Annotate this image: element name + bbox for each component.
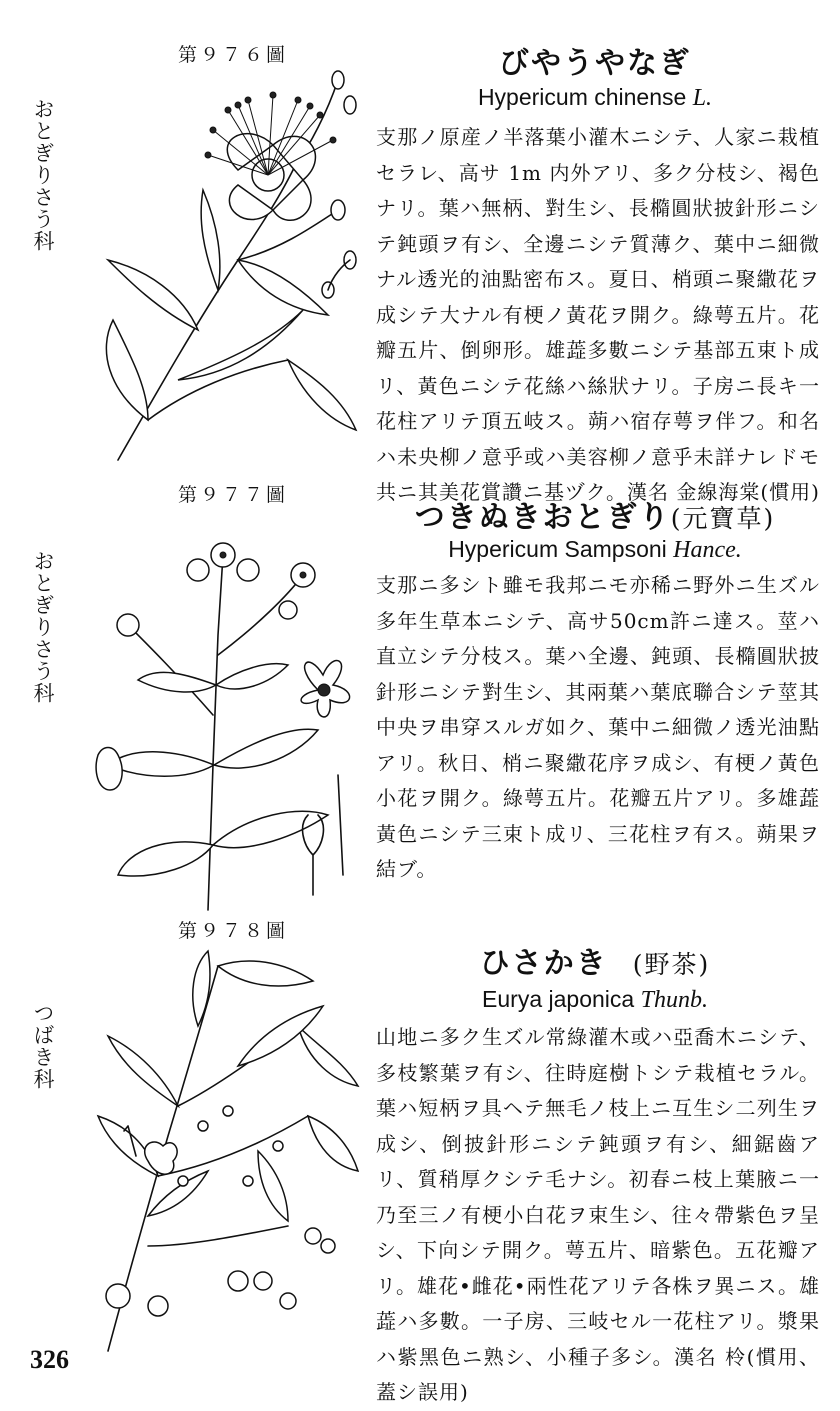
description: 支那ニ多シト雖モ我邦ニモ亦稀ニ野外ニ生ズル多年生草本ニシテ、高サ50cm許ニ達ス。莖ハ直立シテ分枝ス。葉ハ全邊、鈍頭、長橢圓狀披針形ニシテ對生シ、其兩葉ハ葉底聯合シテ莖其中央ヲ串穿スルガ如ク、葉中ニ細微ノ透光油點アリ。秋日、梢ニ聚繖花序ヲ成シ、有梗ノ黃色小花ヲ開ク。綠萼五片。花瓣五片アリ。多雄蕋黃色ニシテ三束ト成リ、三花柱ヲ有ス。蒴果ヲ結ブ。 <box>376 573 820 881</box>
description: 支那ノ原産ノ半落葉小灌木ニシテ、人家ニ栽植セラレ、高サ 1m 内外アリ、多ク分枝シ、褐色ナリ。葉ハ無柄、對生シ、長橢圓狀披針形ニシテ鈍頭ヲ有シ、全邊ニシテ質薄ク、葉中ニ細微ナル透光的油點密布ス。夏日、梢頭ニ聚繖花ヲ成シテ大ナル有梗ノ黃花ヲ開ク。綠萼五片。花瓣五片、倒卵形。雄蕋多數ニシテ基部五束ト成リ、黃色ニシテ花絲ハ絲狀ナリ。子房ニ長キ一花柱アリテ頂五岐ス。蒴ハ宿存萼ヲ伴フ。和名ハ未央柳ノ意乎或ハ美容柳ノ意乎未詳ナレドモ共ニ其美花賞讚ニ基ヅク。漢名 金線海棠(慣用) <box>376 125 820 504</box>
entry-title <box>372 492 818 536</box>
japanese-name: ひさかき <box>479 946 608 981</box>
eurya-japonica-drawing <box>88 946 360 1356</box>
scientific-name: Hypericum Sampsoni <box>448 536 667 562</box>
hypericum-chinense-drawing <box>88 60 360 470</box>
scientific-name-line <box>372 986 818 1014</box>
figure-number: 第９７６圖 <box>177 44 288 66</box>
plant-illustration <box>88 510 360 920</box>
scientific-name-line <box>372 84 818 112</box>
japanese-name: つきぬきおとぎり <box>414 500 671 535</box>
author-name: Thunb. <box>640 987 708 1013</box>
family-label: つばき科 <box>31 1002 55 1090</box>
japanese-name: びやうやなぎ <box>499 46 691 81</box>
scientific-name: Eurya japonica <box>482 986 635 1012</box>
author-name: L. <box>692 85 713 111</box>
plant-illustration <box>88 946 360 1356</box>
hypericum-sampsoni-drawing <box>88 510 360 920</box>
figure-number: 第９７７圖 <box>177 484 288 506</box>
entry-title <box>372 938 818 982</box>
chinese-name: (元寶草) <box>670 504 776 533</box>
author-name: Hance. <box>673 537 742 563</box>
figure-number: 第９７８圖 <box>177 920 288 942</box>
plant-illustration <box>88 60 360 470</box>
scientific-name: Hypericum chinense <box>477 84 687 110</box>
entry-title <box>372 38 818 82</box>
chinese-name: (野茶) <box>632 950 711 979</box>
description: 山地ニ多ク生ズル常綠灌木或ハ亞喬木ニシテ、多枝繁葉ヲ有シ、往時庭樹トシテ栽植セラル。葉ハ短柄ヲ具ヘテ無毛ノ枝上ニ互生シ二列生ヲ成シ、倒披針形ニシテ鈍頭ヲ有シ、細鋸齒アリ、質稍厚クシテ毛ナシ。初春ニ枝上葉腋ニ一乃至三ノ有梗小白花ヲ束生シ、往々帶紫色ヲ呈シ、下向シテ開ク。萼五片、暗紫色。五花瓣アリ。雄花•雌花•兩性花アリテ各株ヲ異ニス。雄蕋ハ多數。一子房、三岐セル一花柱アリ。漿果ハ紫黑色ニ熟シ、小種子多シ。漢名 柃(慣用、蓋シ誤用) <box>376 1025 820 1404</box>
entry-978 <box>0 916 840 1404</box>
entry-977 <box>0 480 840 930</box>
scientific-name-line <box>372 536 818 564</box>
family-label: おとぎりさう科 <box>31 550 55 704</box>
page-number: 326 <box>30 1345 69 1374</box>
family-label: おとぎりさう科 <box>31 98 55 252</box>
